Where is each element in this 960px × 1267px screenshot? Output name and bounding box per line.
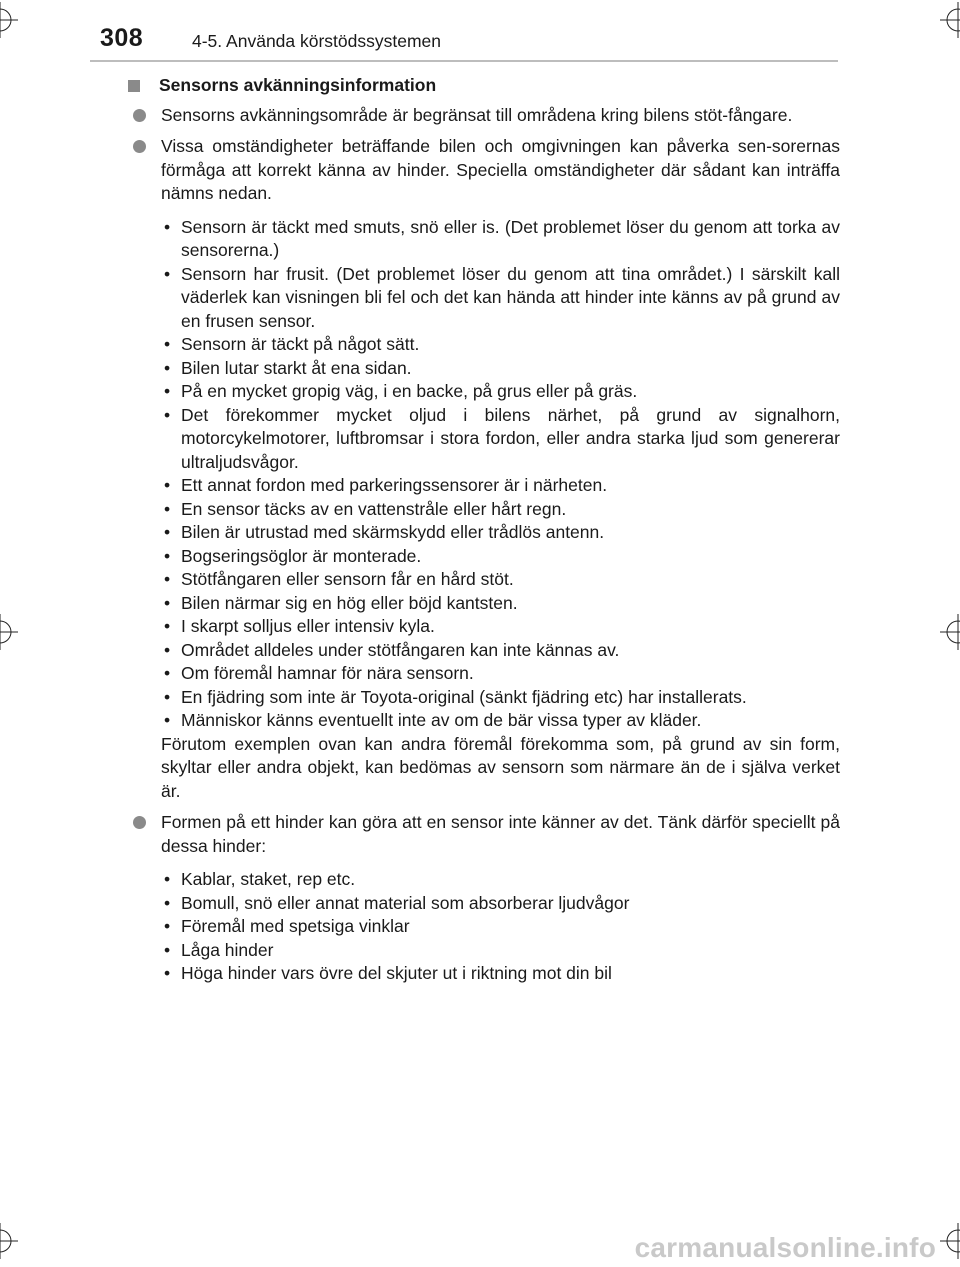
list-item-text: Föremål med spetsiga vinklar	[181, 916, 410, 936]
list-bullet-icon: •	[164, 710, 171, 730]
page-number: 308	[100, 24, 144, 52]
list-bullet-icon: •	[164, 869, 171, 889]
list-bullet-icon: •	[164, 498, 171, 519]
list-item	[161, 216, 840, 263]
list-bullet-icon: •	[164, 569, 171, 589]
list-item	[161, 892, 840, 916]
list-item-text: Bilen närmar sig en hög eller böjd kantsten.	[181, 592, 518, 613]
list-bullet-icon: •	[164, 639, 171, 660]
list-bullet-icon: •	[164, 592, 171, 613]
list-bullet-icon: •	[164, 334, 171, 354]
list-item	[161, 474, 840, 498]
list-item	[161, 263, 840, 334]
list-item-text: Sensorn är täckt med smuts, snö eller is. (Det problemet löser du genom att torka av sensorerna.)	[181, 216, 840, 260]
list-item-text: I skarpt solljus eller intensiv kyla.	[181, 616, 435, 636]
list-item	[161, 380, 840, 404]
list-item-text: Människor känns eventuellt inte av om de bär vissa typer av kläder.	[181, 710, 702, 730]
list-bullet-icon: •	[164, 216, 171, 237]
trailing-paragraph: Förutom exemplen ovan kan andra föremål förekomma som, på grund av sin form, skyltar eller andra objekt, kan bedömas av sensorn som närmare än de i själva verket är.	[161, 733, 840, 801]
condition-list	[126, 216, 840, 733]
list-item-text: Bilen lutar starkt åt ena sidan.	[181, 357, 412, 378]
list-item	[161, 592, 840, 616]
list-item-text: Om föremål hamnar för nära sensorn.	[181, 663, 474, 683]
bullet-paragraph	[126, 811, 840, 858]
list-item	[161, 357, 840, 381]
list-bullet-icon: •	[164, 404, 171, 425]
list-item-text: Låga hinder	[181, 939, 274, 960]
list-item-text: Bogseringsöglor är monterade.	[181, 545, 422, 566]
list-bullet-icon: •	[164, 916, 171, 936]
circle-bullet-icon	[133, 816, 146, 829]
paragraph-text: Formen på ett hinder kan göra att en sensor inte känner av det. Tänk därför speciellt på dessa hinder:	[161, 812, 840, 856]
list-bullet-icon: •	[164, 892, 171, 913]
list-item-text: Sensorn är täckt på något sätt.	[181, 334, 420, 354]
list-item	[161, 709, 840, 733]
list-bullet-icon: •	[164, 686, 171, 707]
crop-mark-bottom-left	[0, 1223, 18, 1259]
list-item	[161, 615, 840, 639]
section-heading	[126, 74, 840, 98]
list-bullet-icon: •	[164, 381, 171, 401]
list-item	[161, 868, 840, 892]
list-item-text: En sensor täcks av en vattenstråle eller hårt regn.	[181, 498, 567, 519]
page-header	[0, 0, 960, 60]
list-item	[161, 686, 840, 710]
circle-bullet-icon	[133, 109, 146, 122]
list-item-text: Området alldeles under stötfångaren kan inte kännas av.	[181, 639, 620, 660]
bullet-paragraph	[126, 135, 840, 206]
paragraph-text: Sensorns avkänningsområde är begränsat till områdena kring bilens stöt-fångare.	[161, 104, 793, 125]
circle-bullet-icon	[133, 140, 146, 153]
list-item-text: En fjädring som inte är Toyota-original (sänkt fjädring etc) har installerats.	[181, 686, 747, 707]
list-bullet-icon: •	[164, 663, 171, 683]
list-item-text: Sensorn har frusit. (Det problemet löser du genom att tina området.) I särskilt kall väderlek kan visningen bli fel och det kan hända att hinder inte känns av på grund av en frusen sensor.	[181, 263, 840, 331]
list-item	[161, 568, 840, 592]
watermark: carmanualsonline.info	[634, 1232, 936, 1263]
list-item	[161, 915, 840, 939]
list-item-text: Bilen är utrustad med skärmskydd eller trådlös antenn.	[181, 522, 605, 542]
condition-list	[126, 868, 840, 986]
list-bullet-icon: •	[164, 545, 171, 566]
list-item	[161, 404, 840, 475]
list-item-text: Kablar, staket, rep etc.	[181, 869, 356, 889]
chapter-title: 4-5. Använda körstödssystemen	[192, 31, 442, 51]
crop-mark-bottom-right	[940, 1223, 960, 1259]
list-item	[161, 521, 840, 545]
list-item	[161, 639, 840, 663]
list-item-text: Höga hinder vars övre del skjuter ut i riktning mot din bil	[181, 963, 612, 983]
list-item	[161, 333, 840, 357]
list-bullet-icon: •	[164, 263, 171, 284]
square-bullet-icon	[128, 80, 140, 92]
bullet-paragraph	[126, 104, 840, 128]
list-bullet-icon: •	[164, 475, 171, 495]
list-item-text: På en mycket gropig väg, i en backe, på grus eller på gräs.	[181, 381, 638, 401]
list-bullet-icon: •	[164, 616, 171, 636]
crop-mark-mid-right	[940, 614, 960, 650]
paragraph-list	[126, 104, 840, 986]
list-item-text: Ett annat fordon med parkeringssensorer är i närheten.	[181, 475, 608, 495]
page-content	[126, 74, 840, 994]
list-bullet-icon: •	[164, 963, 171, 983]
section-heading-text: Sensorns avkänningsinformation	[159, 75, 437, 95]
header-rule	[90, 60, 838, 62]
list-bullet-icon: •	[164, 939, 171, 960]
list-item	[161, 939, 840, 963]
list-item	[161, 545, 840, 569]
list-item	[161, 662, 840, 686]
list-item-text: Bomull, snö eller annat material som absorberar ljudvågor	[181, 892, 630, 913]
list-bullet-icon: •	[164, 522, 171, 542]
list-item	[161, 962, 840, 986]
crop-mark-mid-left	[0, 614, 18, 650]
list-item-text: Det förekommer mycket oljud i bilens närhet, på grund av signalhorn, motorcykelmotorer, luftbromsar i stora fordon, eller andra starka ljud som genererar ultraljudsvågor.	[181, 404, 840, 472]
list-item-text: Stötfångaren eller sensorn får en hård stöt.	[181, 569, 514, 589]
list-item	[161, 498, 840, 522]
list-bullet-icon: •	[164, 357, 171, 378]
paragraph-text: Vissa omständigheter beträffande bilen och omgivningen kan påverka sen-sorernas förmåga att korrekt känna av hinder. Speciella omständigheter där sådant kan inträffa nämns nedan.	[161, 136, 840, 203]
